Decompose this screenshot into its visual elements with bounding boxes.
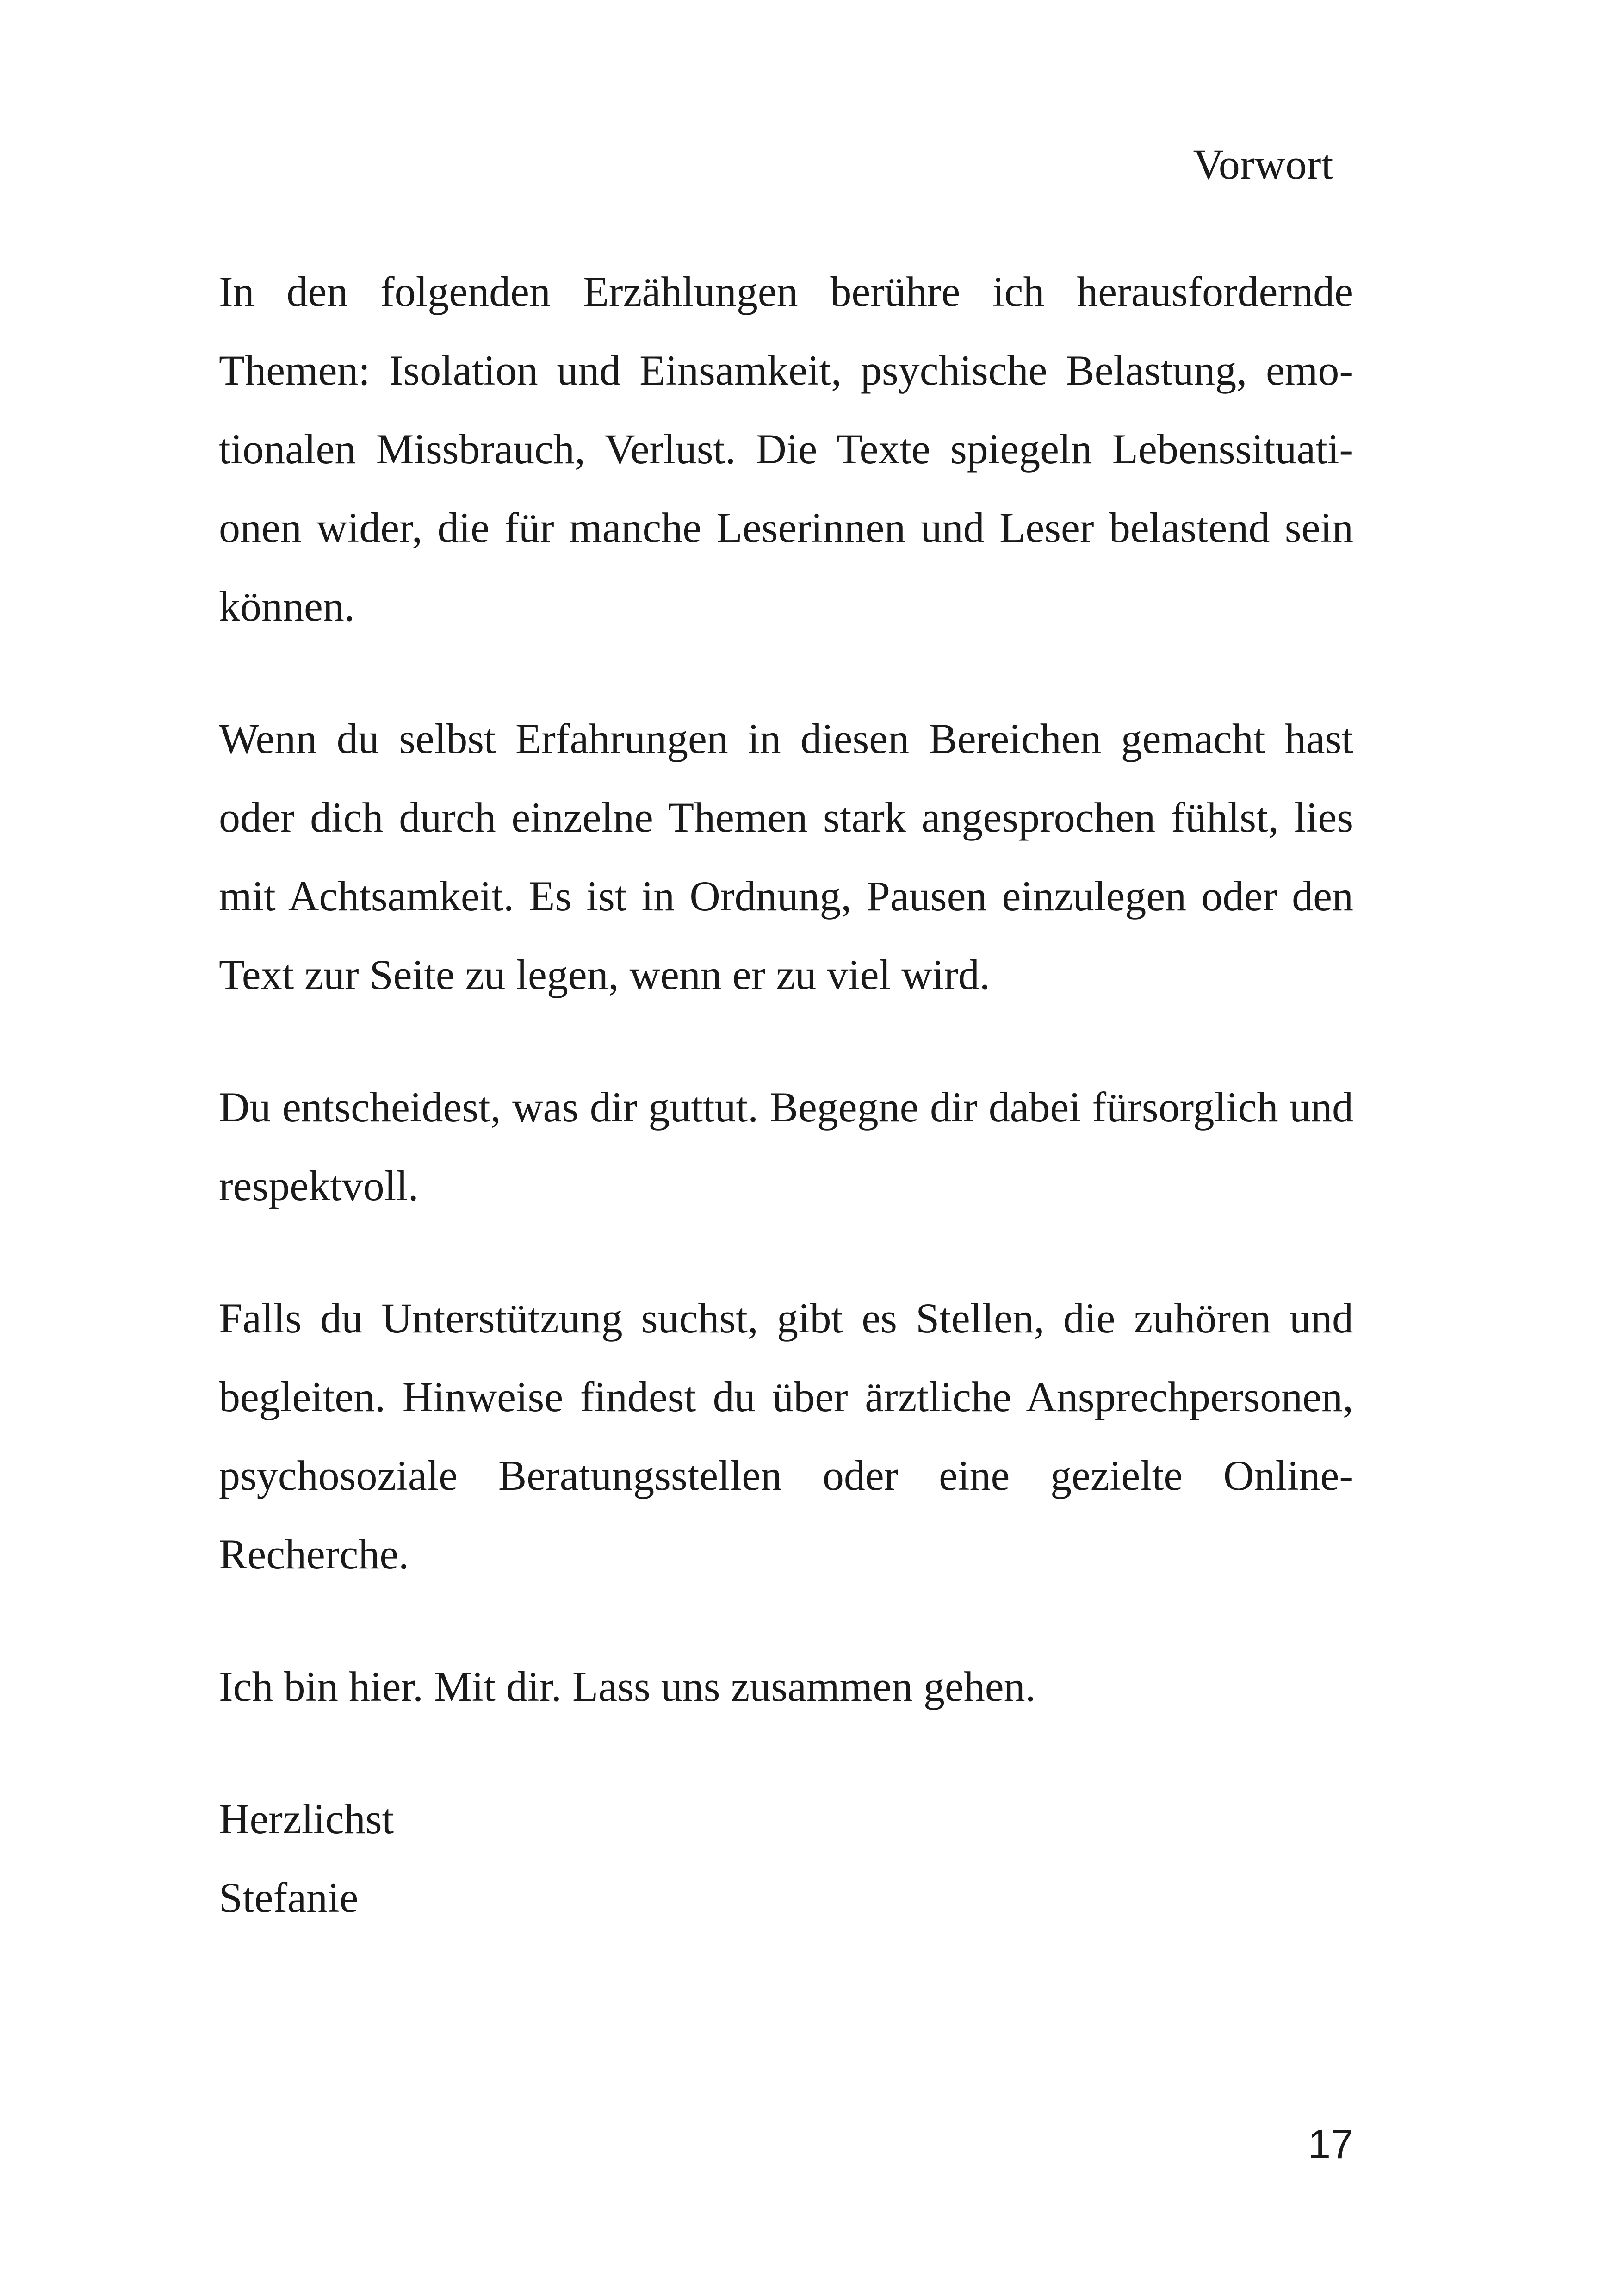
running-header: Vorwort xyxy=(1193,141,1333,188)
closing-block xyxy=(219,1780,1353,1937)
closing-signature: Stefanie xyxy=(219,1874,359,1921)
body-text xyxy=(219,252,1353,1937)
paragraph-3: Du entscheidest, was dir guttut. Begegne dir dabei fürsorglich und respektvoll. xyxy=(219,1083,1353,1209)
paragraph-4: Falls du Unterstützung suchst, gibt es Stellen, die zuhören und begleiten. Hinweise findest du über ärztliche Ansprechpersonen, psychosoziale Beratungsstellen oder eine gezielte Online-Recherche. xyxy=(219,1294,1353,1578)
paragraph-1: In den folgenden Erzählungen berühre ich herausfordernde Themen: Isolation und Einsamkeit, psychische Belastung, emotionalen Missbrauch, Verlust. Die Texte spiegeln Lebenssituationen wider, die für manche Leserinnen und Leser belastend sein können. xyxy=(219,268,1353,630)
paragraph-2: Wenn du selbst Erfahrungen in diesen Bereichen gemacht hast oder dich durch einzelne Themen stark angesprochen fühlst, lies mit Achtsamkeit. Es ist in Ordnung, Pausen einzulegen oder den Text zur Seite zu legen, wenn er zu viel wird. xyxy=(219,715,1353,998)
closing-greeting: Herzlichst xyxy=(219,1795,394,1842)
paragraph-5: Ich bin hier. Mit dir. Lass uns zusammen gehen. xyxy=(219,1663,1036,1710)
page-number: 17 xyxy=(1308,2121,1353,2167)
